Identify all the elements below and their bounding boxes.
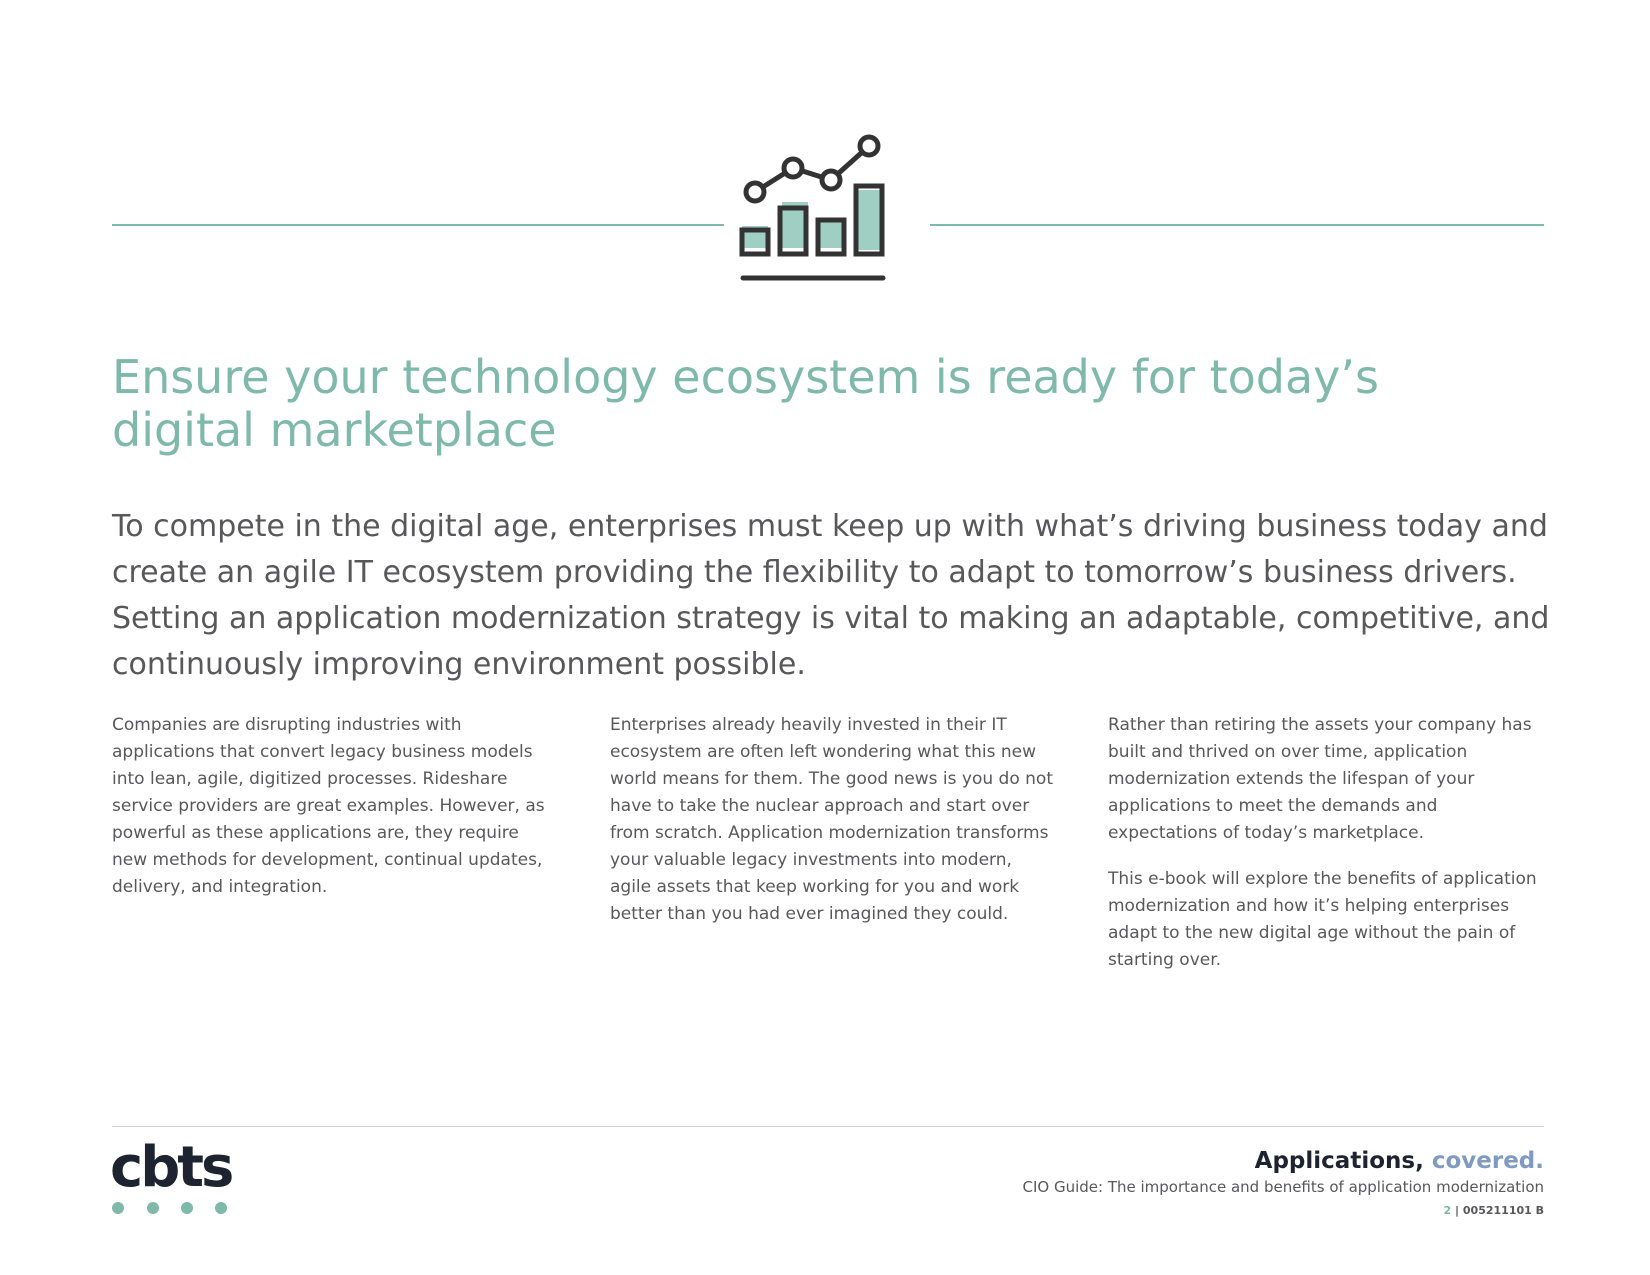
page-title <box>112 351 1552 457</box>
body-column-2 <box>610 712 1055 947</box>
body-column-3 <box>1108 712 1548 993</box>
footer-rule <box>112 1126 1544 1127</box>
page-title-line2: digital marketplace <box>112 403 557 457</box>
body-paragraph: Rather than retiring the assets your company has built and thrived on over time, application modernization extends the lifespan of your applications to meet the demands and expectations of today’s marketplace. <box>1108 715 1532 843</box>
body-column-1 <box>112 712 557 920</box>
logo-dots <box>112 1202 230 1216</box>
header-rule-right <box>930 224 1544 226</box>
header-rule-left <box>112 224 724 226</box>
tagline-main: Applications, <box>1254 1148 1424 1174</box>
doc-code: 005211101 B <box>1462 1204 1544 1217</box>
body-paragraph: Enterprises already heavily invested in their IT ecosystem are often left wondering what this new world means for them. The good news is you do not have to take the nuclear approach and start over from scratch. Application modernization transforms your valuable legacy investments into modern, agile assets that keep working for you and work better than you had ever imagined they could. <box>610 715 1053 924</box>
page-number: 2 <box>1443 1204 1452 1217</box>
body-paragraph: Companies are disrupting industries with applications that convert legacy business models into lean, agile, digitized processes. Rideshare service providers are great examples. However, as powerful as these applications are, they require new methods for development, continual updates, delivery, and integration. <box>112 715 545 897</box>
footer-tagline <box>1255 1148 1544 1174</box>
lead-paragraph: To compete in the digital age, enterprises must keep up with what’s driving business today and create an agile IT ecosystem providing the flexibility to adapt to tomorrow’s business drivers. Setting an application modernization strategy is vital to making an adaptable, competitive, and continuously improving environment possible. <box>112 509 1550 682</box>
page-number-line <box>1444 1204 1544 1217</box>
tagline-accent: covered. <box>1431 1148 1544 1174</box>
page-separator: | <box>1455 1204 1460 1217</box>
cbts-logo: cbts <box>110 1135 232 1200</box>
footer-subtitle: CIO Guide: The importance and benefits of application modernization <box>1022 1178 1544 1196</box>
bar-line-chart-icon <box>735 128 910 288</box>
page-title-line1: Ensure your technology ecosystem is ready for today’s <box>112 350 1379 404</box>
body-paragraph: This e-book will explore the benefits of application modernization and how it’s helping enterprises adapt to the new digital age without the pain of starting over. <box>1108 869 1537 970</box>
